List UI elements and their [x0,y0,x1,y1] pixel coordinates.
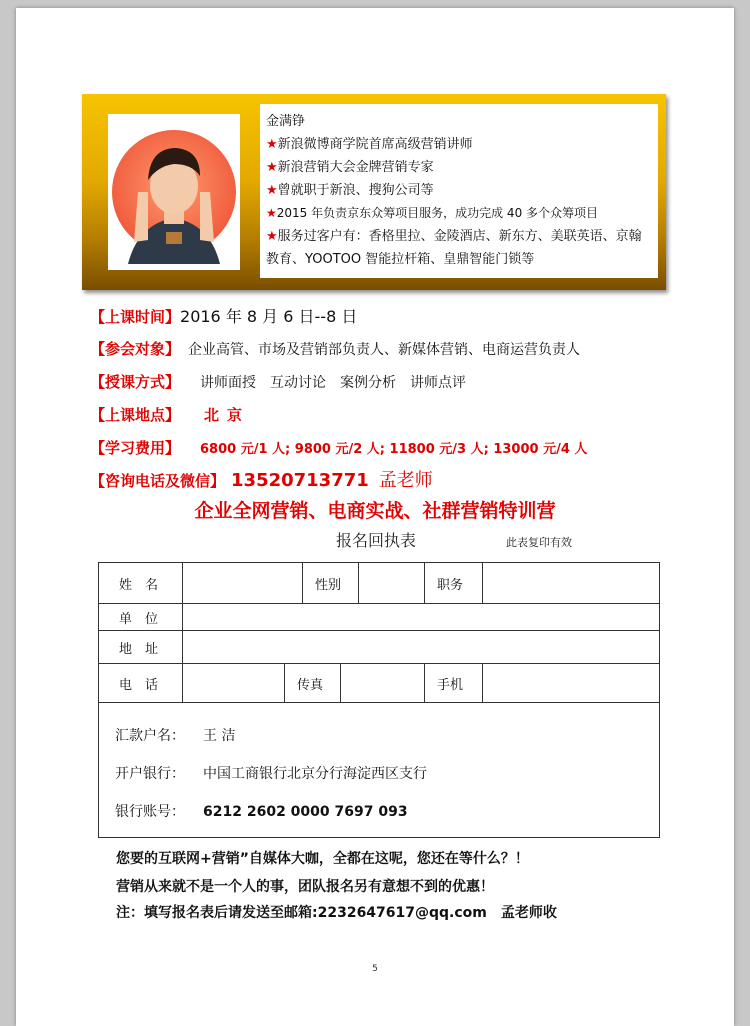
page-number: 5 [372,964,378,974]
form-title: 报名回执表 [336,531,417,550]
promo-line-1: 您要的互联网+营销”自媒体大咖，全都在这呢，您还在等什么？！ [116,851,529,867]
name-field[interactable] [183,563,303,603]
gender-label: 性别 [303,563,359,603]
info-fee: 【学习费用】 6800 元/1 人; 9800 元/2 人; 11800 元/3 人; 13000 元/4 人 [90,439,588,457]
info-location: 【上课地点】 北京 [90,406,251,424]
bio-item: ★曾就职于新浪、搜狗公司等 [266,183,434,198]
instructor-photo [108,114,240,270]
position-label: 职务 [425,563,483,603]
phone-field[interactable] [183,664,285,702]
phone-label: 电 话 [99,664,183,702]
instructor-name: 金满铮 [266,114,306,129]
info-method: 【授课方式】 讲师面授 互动讨论 案例分析 讲师点评 [90,373,467,391]
company-field[interactable] [183,604,659,630]
table-row [99,604,659,631]
gender-field[interactable] [359,563,425,603]
fax-label: 传真 [285,664,341,702]
star-icon: ★ [266,160,278,175]
star-icon: ★ [266,183,278,198]
star-icon: ★ [266,206,277,220]
mobile-field[interactable] [483,664,659,702]
fax-field[interactable] [341,664,425,702]
instructor-bio [260,104,658,278]
position-field[interactable] [483,563,659,603]
registration-table [98,562,660,838]
instructor-banner [82,94,666,290]
table-row [99,664,659,703]
star-icon: ★ [266,229,278,244]
email-note: 注：填写报名表后请发送至邮箱:2232647617@qq.com 孟老师收 [116,905,557,921]
table-row [99,563,659,604]
table-row [99,631,659,664]
course-headline: 企业全网营销、电商实战、社群营销特训营 [194,500,556,522]
bio-item: ★服务过客户有：香格里拉、金陵酒店、新东方、美联英语、京翰教育、YOOTOO 智能拉杆箱、皇鼎智能门锁等 [266,229,642,267]
bio-item: ★2015 年负责京东众筹项目服务，成功完成 40 多个众筹项目 [266,206,599,220]
info-contact: 【咨询电话及微信】 13520713771 孟老师 [90,470,433,491]
account-number-line: 银行账号： 6212 2602 0000 7697 093 [115,804,408,820]
bank-info [99,703,659,839]
address-label: 地 址 [99,631,183,663]
address-field[interactable] [183,631,659,663]
name-label: 姓 名 [99,563,183,603]
account-name-line: 汇款户名： 王 洁 [115,728,236,744]
document-page [16,8,734,1026]
promo-line-2: 营销从来就不是一个人的事，团队报名另有意想不到的优惠！ [116,879,494,895]
bio-item: ★新浪营销大会金牌营销专家 [266,160,434,175]
info-audience: 【参会对象】 企业高管、市场及营销部负责人、新媒体营销、电商运营负责人 [90,340,581,358]
info-time: 【上课时间】2016 年 8 月 6 日--8 日 [90,307,358,326]
bank-line: 开户银行： 中国工商银行北京分行海淀西区支行 [115,766,427,782]
form-note: 此表复印有效 [506,536,572,549]
mobile-label: 手机 [425,664,483,702]
bio-item: ★新浪微博商学院首席高级营销讲师 [266,137,473,152]
company-label: 单 位 [99,604,183,630]
star-icon: ★ [266,137,278,152]
portrait-image [108,114,240,270]
